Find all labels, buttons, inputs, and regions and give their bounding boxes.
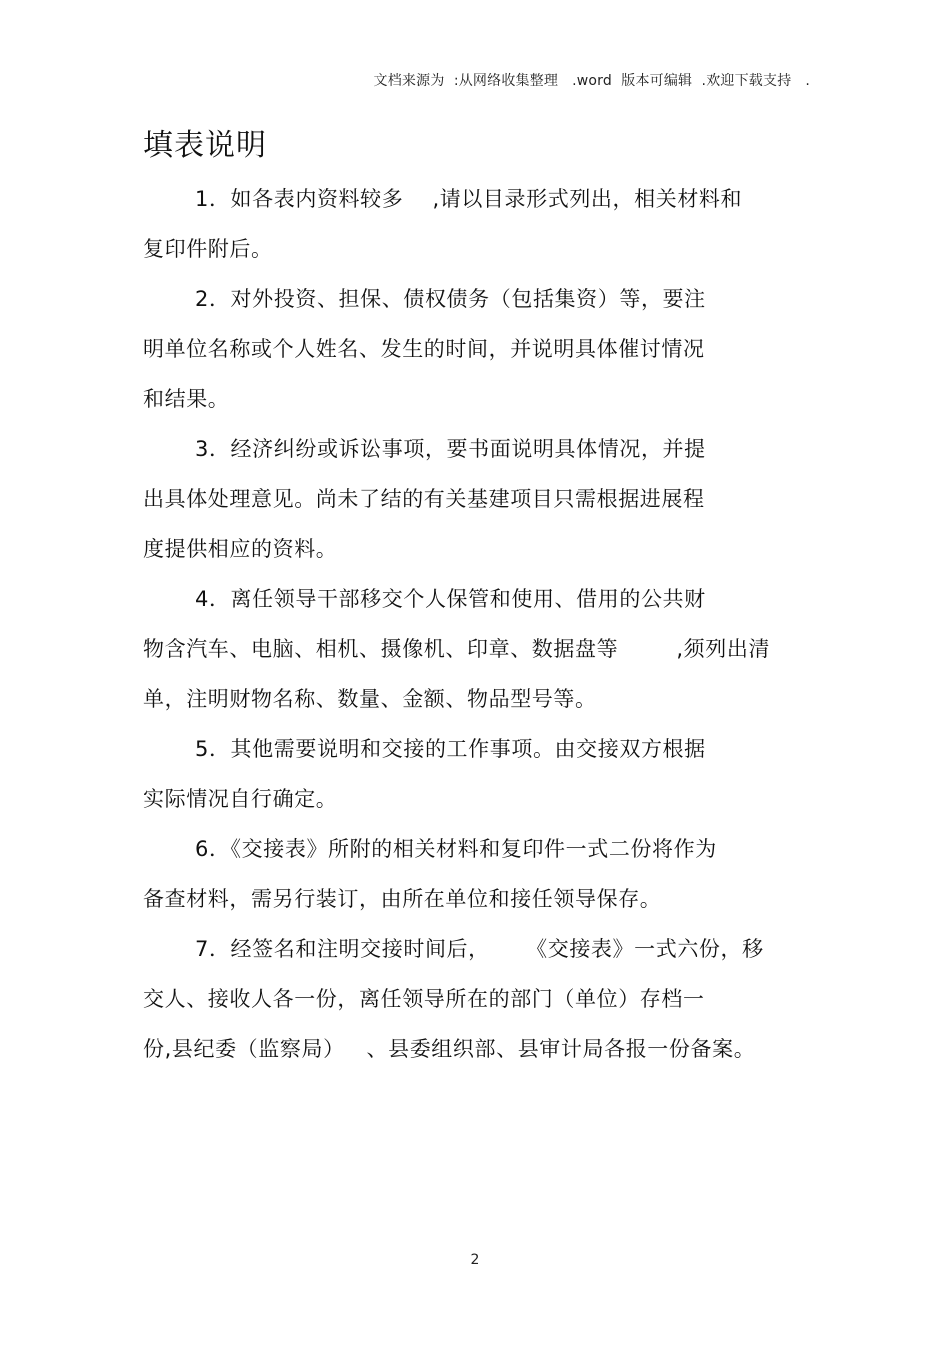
instruction-item-6: [143, 824, 823, 924]
instruction-item-2: [143, 274, 823, 424]
instruction-item-4: [143, 574, 823, 724]
instruction-line: 物含汽车、电脑、相机、摄像机、印章、数据盘等 ,须列出清: [143, 637, 771, 661]
instruction-item-5: [143, 724, 823, 824]
instruction-line: 6．《交接表》所附的相关材料和复印件一式二份将作为: [195, 837, 717, 861]
instruction-item-7: [143, 924, 823, 1074]
instruction-line: 3．经济纠纷或诉讼事项，要书面说明具体情况，并提: [195, 437, 706, 461]
instruction-line: 备查材料，需另行装订，由所在单位和接任领导保存。: [143, 887, 662, 911]
instruction-item-3: [143, 424, 823, 574]
instruction-line: 复印件附后。: [143, 237, 273, 261]
page-title: 填表说明: [143, 128, 267, 163]
instruction-line: 2．对外投资、担保、债权债务（包括集资）等，要注: [195, 287, 706, 311]
instruction-line: 实际情况自行确定。: [143, 787, 338, 811]
instruction-line: 份,县纪委（监察局） 、县委组织部、县审计局各报一份备案。: [143, 1037, 756, 1061]
instruction-item-1: [143, 174, 823, 274]
header-note: 文档来源为 :从网络收集整理 .word 版本可编辑 .欢迎下载支持 .: [373, 73, 810, 89]
instructions-body: [143, 174, 823, 1074]
instruction-line: 4．离任领导干部移交个人保管和使用、借用的公共财: [195, 587, 706, 611]
page-number: 2: [470, 1252, 480, 1268]
instruction-line: 1．如各表内资料较多 ,请以目录形式列出，相关材料和: [195, 187, 743, 211]
instruction-line: 度提供相应的资料。: [143, 537, 338, 561]
instruction-line: 交人、接收人各一份，离任领导所在的部门（单位）存档一: [143, 987, 705, 1011]
instruction-line: 和结果。: [143, 387, 230, 411]
instruction-line: 单，注明财物名称、数量、金额、物品型号等。: [143, 687, 597, 711]
instruction-line: 明单位名称或个人姓名、发生的时间，并说明具体催讨情况: [143, 337, 705, 361]
instruction-line: 5．其他需要说明和交接的工作事项。由交接双方根据: [195, 737, 706, 761]
instruction-line: 出具体处理意见。尚未了结的有关基建项目只需根据进展程: [143, 487, 705, 511]
instruction-line: 7．经签名和注明交接时间后， 《交接表》一式六份，移: [195, 937, 764, 961]
